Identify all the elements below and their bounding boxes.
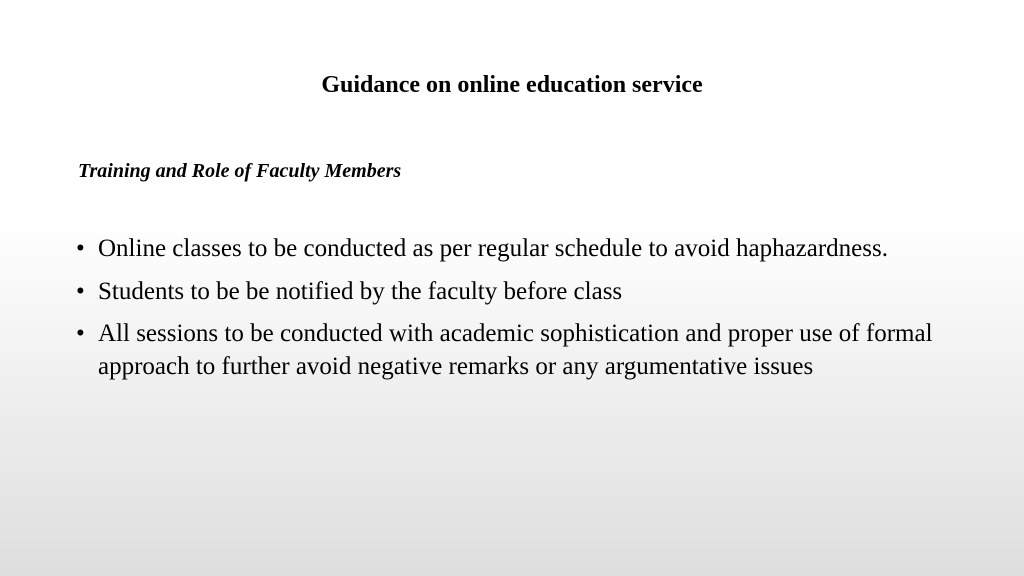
- slide-subtitle: Training and Role of Faculty Members: [78, 160, 402, 182]
- slide-title: Guidance on online education service: [321, 72, 703, 98]
- bullet-item: [75, 233, 955, 266]
- bullet-text: All sessions to be conducted with academic sophistication and proper use of formal approach to further avoid negative remarks or any argumentative issues: [98, 320, 933, 380]
- bullet-item: [75, 318, 955, 383]
- bullet-text: Students to be be notified by the faculty before class: [98, 277, 623, 305]
- bullet-list: [75, 233, 955, 393]
- bullet-point-icon: •: [76, 277, 85, 305]
- bullet-item: [75, 276, 955, 309]
- bullet-text: Online classes to be conducted as per regular schedule to avoid haphazardness.: [98, 235, 888, 262]
- bullet-point-icon: •: [76, 235, 85, 262]
- bullet-point-icon: •: [76, 320, 85, 347]
